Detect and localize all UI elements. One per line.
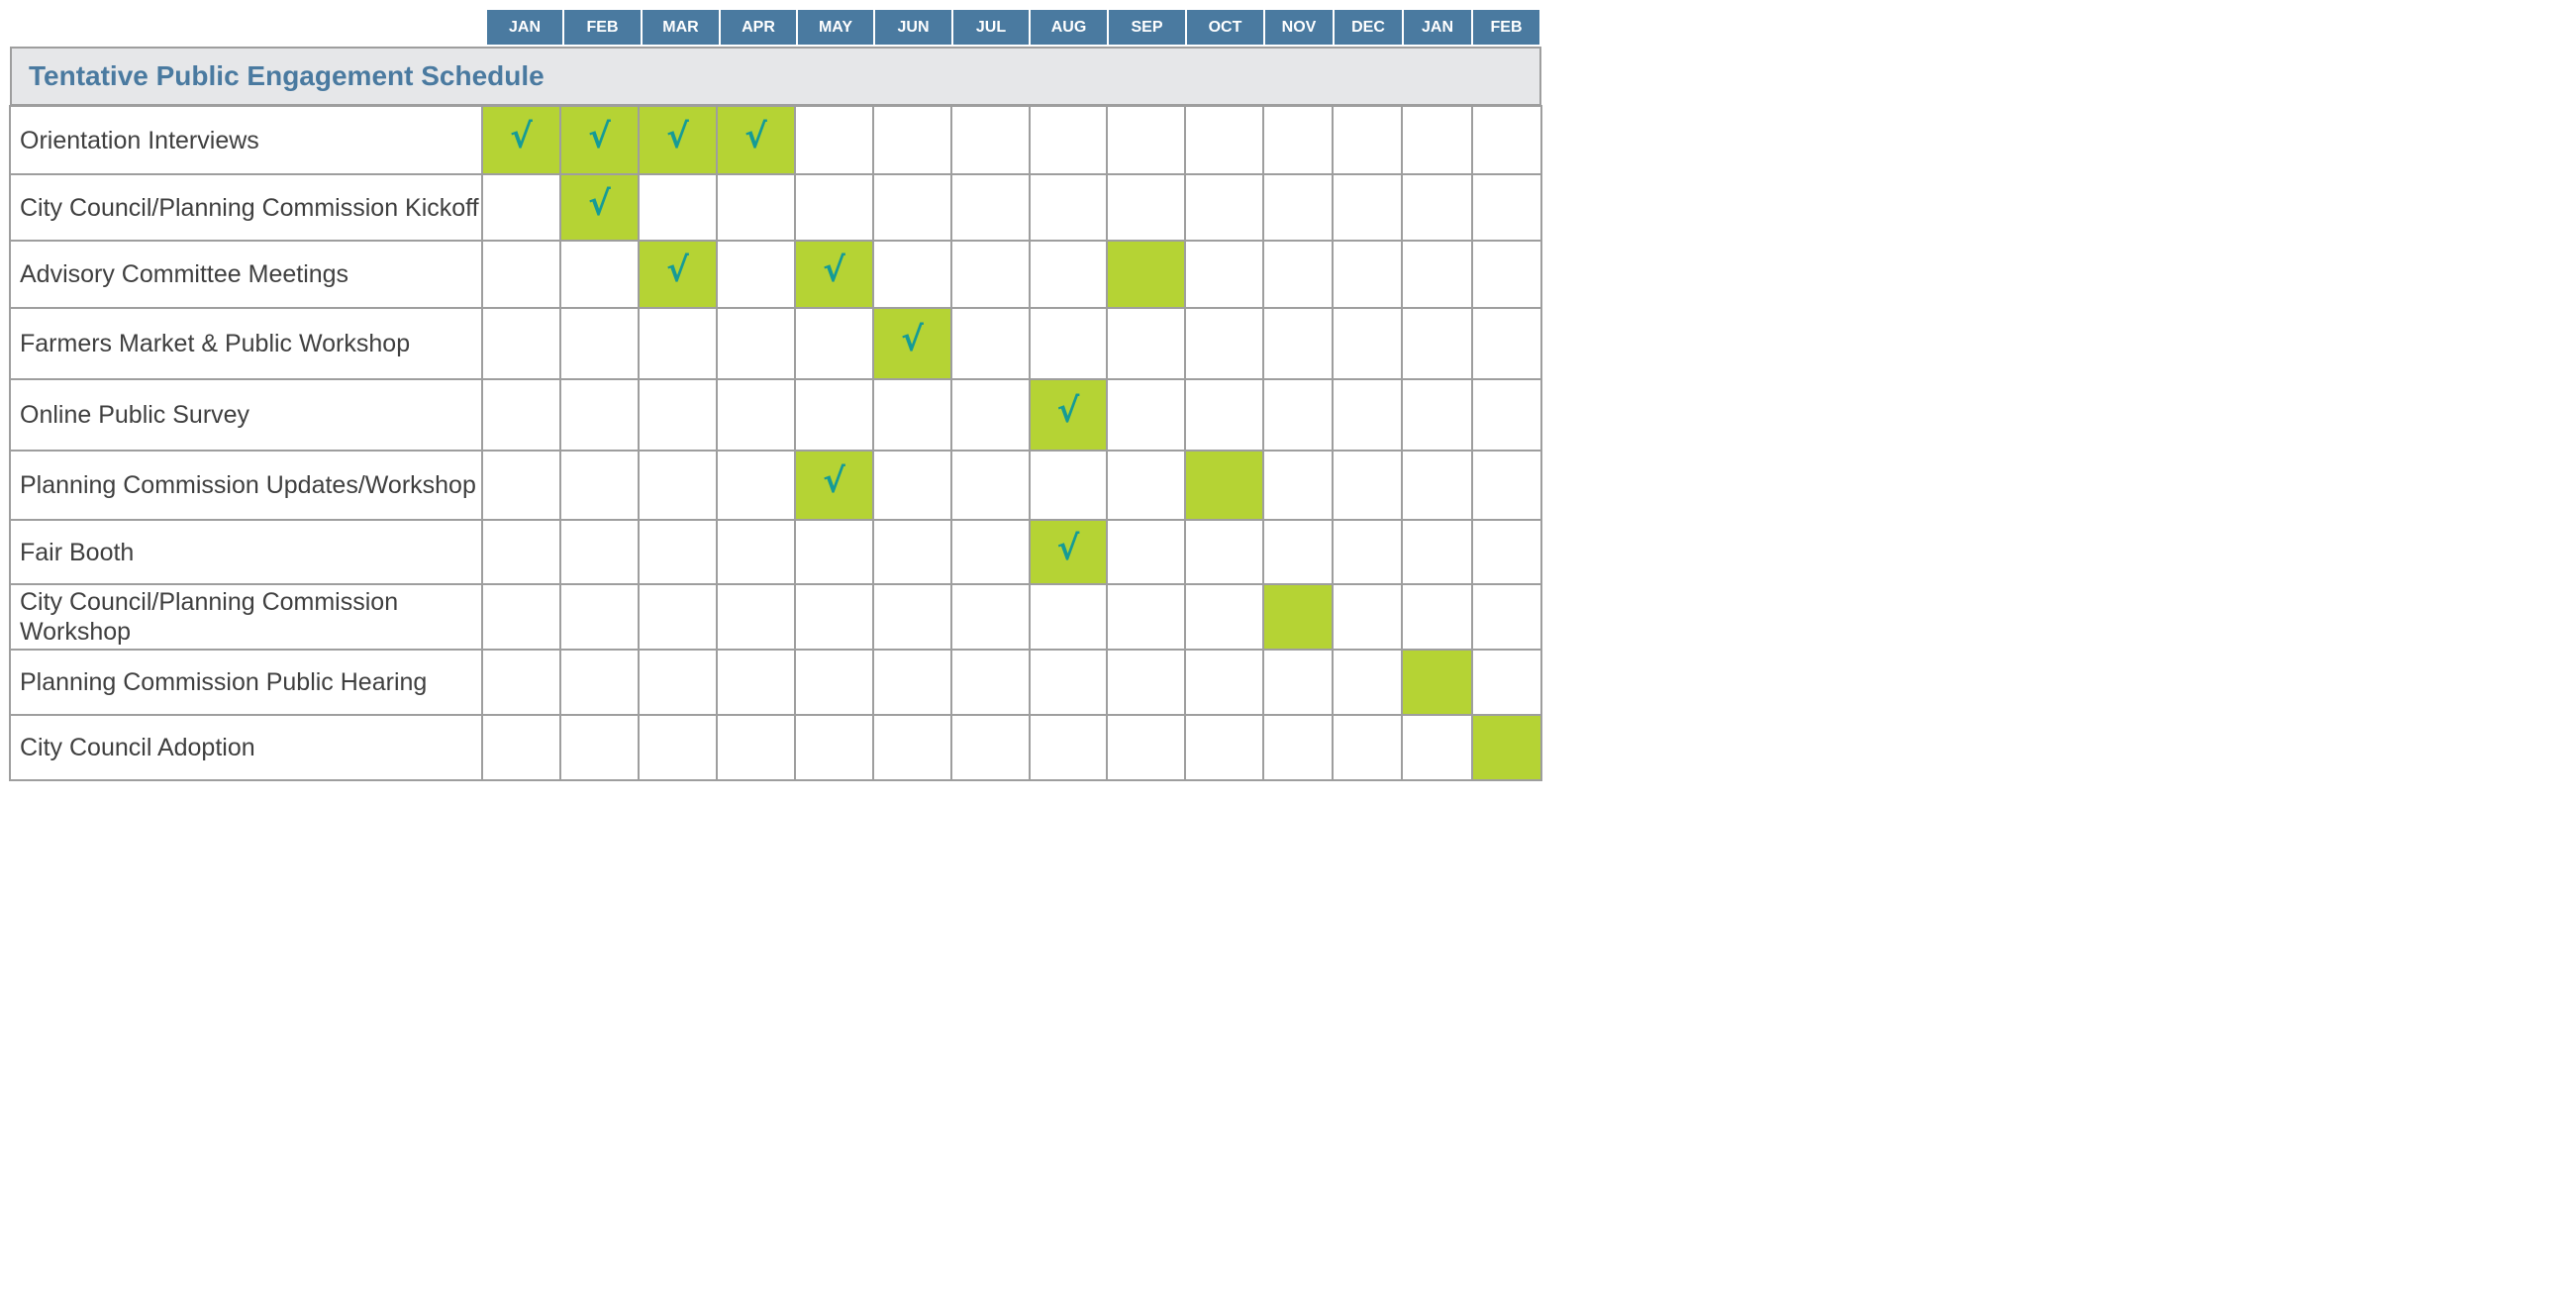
schedule-title: Tentative Public Engagement Schedule xyxy=(29,60,545,91)
activity-label: City Council/Planning Commission Workshop xyxy=(20,588,399,646)
check-mark-icon: √ xyxy=(823,251,845,290)
scheduled-cell xyxy=(1263,584,1333,650)
column-divider xyxy=(9,105,11,781)
month-header: FEB xyxy=(1473,10,1539,45)
month-header: JUN xyxy=(875,10,951,45)
check-mark-icon: √ xyxy=(1056,391,1080,431)
check-mark-icon: √ xyxy=(510,116,533,156)
row-divider xyxy=(10,450,1542,452)
row-divider xyxy=(10,649,1542,651)
column-divider xyxy=(872,105,874,781)
activity-label: Advisory Committee Meetings xyxy=(20,260,349,288)
check-mark-icon: √ xyxy=(901,320,924,359)
activity-label: Farmers Market & Public Workshop xyxy=(20,330,411,357)
month-header: JAN xyxy=(1404,10,1471,45)
column-divider xyxy=(1184,105,1186,781)
month-header: NOV xyxy=(1265,10,1333,45)
schedule-table xyxy=(0,0,1552,792)
row-divider xyxy=(10,105,1542,107)
activity-label: City Council Adoption xyxy=(20,734,255,761)
activity-label: Fair Booth xyxy=(20,538,135,566)
check-mark-icon: √ xyxy=(588,183,611,224)
column-divider xyxy=(1540,105,1542,781)
activity-label: City Council/Planning Commission Kickoff xyxy=(20,193,479,222)
check-mark-icon: √ xyxy=(823,461,845,501)
column-divider xyxy=(1471,105,1473,781)
month-header: OCT xyxy=(1187,10,1263,45)
column-divider xyxy=(1332,105,1334,781)
month-header: SEP xyxy=(1109,10,1185,45)
activity-label: Online Public Survey xyxy=(20,401,250,429)
month-header: MAY xyxy=(798,10,873,45)
column-divider xyxy=(1029,105,1031,781)
scheduled-cell xyxy=(1107,241,1185,308)
month-header: JAN xyxy=(487,10,562,45)
activity-label: Planning Commission Public Hearing xyxy=(20,668,428,696)
column-divider xyxy=(1106,105,1108,781)
column-divider xyxy=(638,105,640,781)
activity-label: Planning Commission Updates/Workshop xyxy=(20,471,476,499)
column-divider xyxy=(559,105,561,781)
column-divider xyxy=(481,105,483,781)
check-mark-icon: √ xyxy=(666,116,689,156)
row-divider xyxy=(10,714,1542,716)
row-divider xyxy=(10,173,1542,175)
month-header: MAR xyxy=(643,10,719,45)
column-divider xyxy=(1262,105,1264,781)
column-divider xyxy=(1401,105,1403,781)
check-mark-icon: √ xyxy=(1056,528,1080,568)
column-divider xyxy=(794,105,796,781)
month-header: AUG xyxy=(1031,10,1107,45)
month-header: DEC xyxy=(1335,10,1402,45)
row-divider xyxy=(10,378,1542,380)
check-mark-icon: √ xyxy=(744,116,767,156)
row-divider xyxy=(10,307,1542,309)
scheduled-cell xyxy=(1472,715,1541,780)
check-mark-icon: √ xyxy=(588,116,611,156)
column-divider xyxy=(950,105,952,781)
row-divider xyxy=(10,583,1542,585)
row-divider xyxy=(10,519,1542,521)
column-divider xyxy=(716,105,718,781)
check-mark-icon: √ xyxy=(666,251,689,290)
scheduled-cell xyxy=(1185,451,1263,520)
month-header: FEB xyxy=(564,10,641,45)
activity-label: Orientation Interviews xyxy=(20,126,259,154)
row-divider xyxy=(10,240,1542,242)
row-divider xyxy=(10,779,1542,781)
scheduled-cell xyxy=(1402,650,1472,715)
month-header: APR xyxy=(721,10,796,45)
month-header: JUL xyxy=(953,10,1029,45)
title-band xyxy=(10,47,1541,106)
